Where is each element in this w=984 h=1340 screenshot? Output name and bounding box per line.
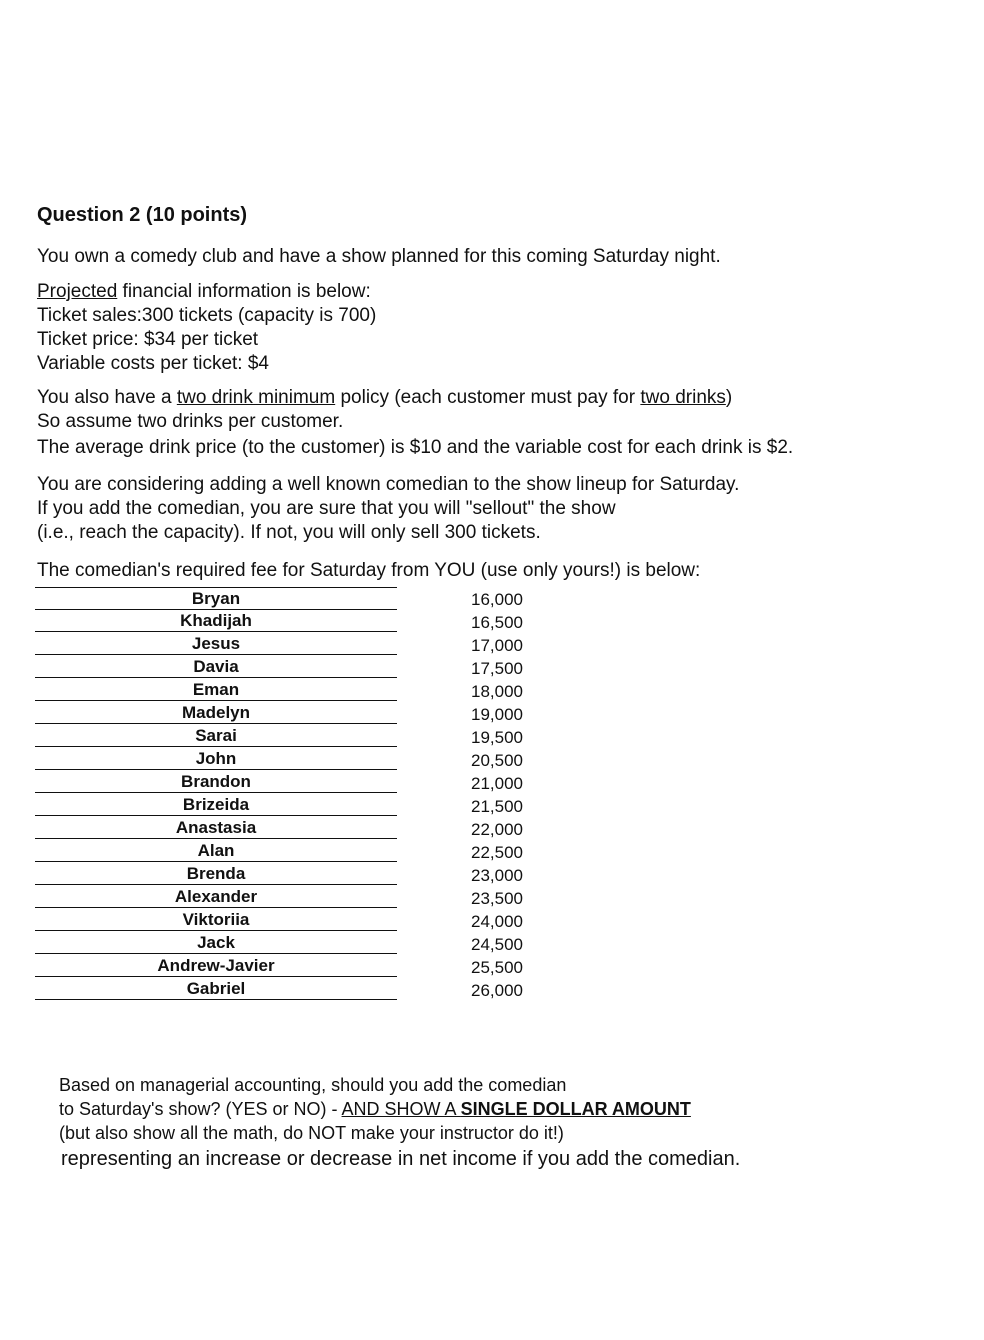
comedian-fee: 24,500 (471, 935, 523, 954)
comedian-fee: 25,500 (471, 958, 523, 977)
fee-table (35, 587, 535, 1001)
comedian-fee: 21,000 (471, 774, 523, 793)
comedian-name: Khadijah (35, 610, 397, 632)
two-drinks-underlined: two drinks (640, 387, 726, 408)
comedian-fee: 23,500 (471, 889, 523, 908)
comedian-line-2: If you add the comedian, you are sure that you will "sellout" the show (37, 498, 616, 519)
comedian-fee: 18,000 (471, 682, 523, 701)
fee-row (35, 932, 535, 955)
drink-part1: You also have a (37, 387, 177, 408)
question-heading: Question 2 (10 points) (37, 204, 248, 226)
comedian-fee: 17,500 (471, 659, 523, 678)
comedian-name: Alexander (35, 886, 397, 908)
fee-row (35, 610, 535, 633)
comedian-name: Brandon (35, 771, 397, 793)
drink-policy-text (37, 386, 732, 410)
fee-row (35, 909, 535, 932)
drink-price-text: The average drink price (to the customer) is $10 and the variable cost for each drink is $2. (37, 437, 794, 458)
comedian-name: Davia (35, 656, 397, 678)
fee-row (35, 633, 535, 656)
drink-assumption-text: So assume two drinks per customer. (37, 411, 344, 432)
fee-row (35, 656, 535, 679)
question-line-2 (59, 1097, 691, 1121)
comedian-name: Sarai (35, 725, 397, 747)
fee-row (35, 978, 535, 1001)
comedian-fee: 26,000 (471, 981, 523, 1000)
comedian-fee: 22,000 (471, 820, 523, 839)
comedian-name: Andrew-Javier (35, 955, 397, 977)
question-line-4: representing an increase or decrease in net income if you add the comedian. (61, 1148, 741, 1170)
comedian-fee: 16,000 (471, 590, 523, 609)
fee-row (35, 702, 535, 725)
fee-row (35, 886, 535, 909)
comedian-line-1: You are considering adding a well known comedian to the show lineup for Saturday. (37, 474, 740, 495)
fee-row (35, 587, 535, 610)
comedian-name: Anastasia (35, 817, 397, 839)
question-line-1: Based on managerial accounting, should you add the comedian (59, 1075, 567, 1095)
fee-intro-text: The comedian's required fee for Saturday from YOU (use only yours!) is below: (37, 560, 701, 581)
fee-row (35, 771, 535, 794)
ticket-sales-text: Ticket sales:300 tickets (capacity is 700) (37, 305, 377, 326)
comedian-name: Bryan (35, 587, 397, 610)
fee-row (35, 863, 535, 886)
projected-word: Projected (37, 281, 118, 302)
comedian-name: John (35, 748, 397, 770)
fee-row (35, 817, 535, 840)
comedian-name: Brizeida (35, 794, 397, 816)
projected-info-heading (37, 280, 371, 304)
comedian-fee: 17,000 (471, 636, 523, 655)
comedian-name: Viktoriia (35, 909, 397, 931)
single-dollar-amount-text: SINGLE DOLLAR AMOUNT (460, 1099, 691, 1119)
show-amount-underlined (342, 1099, 691, 1119)
ticket-price-text: Ticket price: $34 per ticket (37, 329, 259, 350)
variable-costs-text: Variable costs per ticket: $4 (37, 353, 269, 374)
comedian-name: Jack (35, 932, 397, 954)
fee-row (35, 725, 535, 748)
fee-row (35, 679, 535, 702)
comedian-fee: 21,500 (471, 797, 523, 816)
comedian-fee: 24,000 (471, 912, 523, 931)
comedian-name: Jesus (35, 633, 397, 655)
comedian-fee: 19,500 (471, 728, 523, 747)
fee-row (35, 840, 535, 863)
projected-rest: financial information is below: (117, 281, 371, 302)
intro-text: You own a comedy club and have a show planned for this coming Saturday night. (37, 246, 721, 267)
comedian-name: Eman (35, 679, 397, 701)
drink-part3: ) (725, 387, 733, 408)
comedian-name: Alan (35, 840, 397, 862)
comedian-line-3: (i.e., reach the capacity). If not, you will only sell 300 tickets. (37, 522, 541, 543)
drink-minimum-underlined: two drink minimum (176, 387, 336, 408)
question-line-2-prefix: to Saturday's show? (YES or NO) - (59, 1099, 342, 1119)
comedian-name: Brenda (35, 863, 397, 885)
comedian-fee: 22,500 (471, 843, 523, 862)
fee-row (35, 794, 535, 817)
comedian-fee: 16,500 (471, 613, 523, 632)
comedian-fee: 19,000 (471, 705, 523, 724)
question-line-3: (but also show all the math, do NOT make your instructor do it!) (59, 1123, 564, 1143)
show-a-text: AND SHOW A (341, 1099, 461, 1119)
comedian-fee: 23,000 (471, 866, 523, 885)
fee-row (35, 955, 535, 978)
drink-part2: policy (each customer must pay for (335, 387, 641, 408)
fee-row (35, 748, 535, 771)
comedian-fee: 20,500 (471, 751, 523, 770)
comedian-name: Madelyn (35, 702, 397, 724)
comedian-name: Gabriel (35, 978, 397, 1000)
